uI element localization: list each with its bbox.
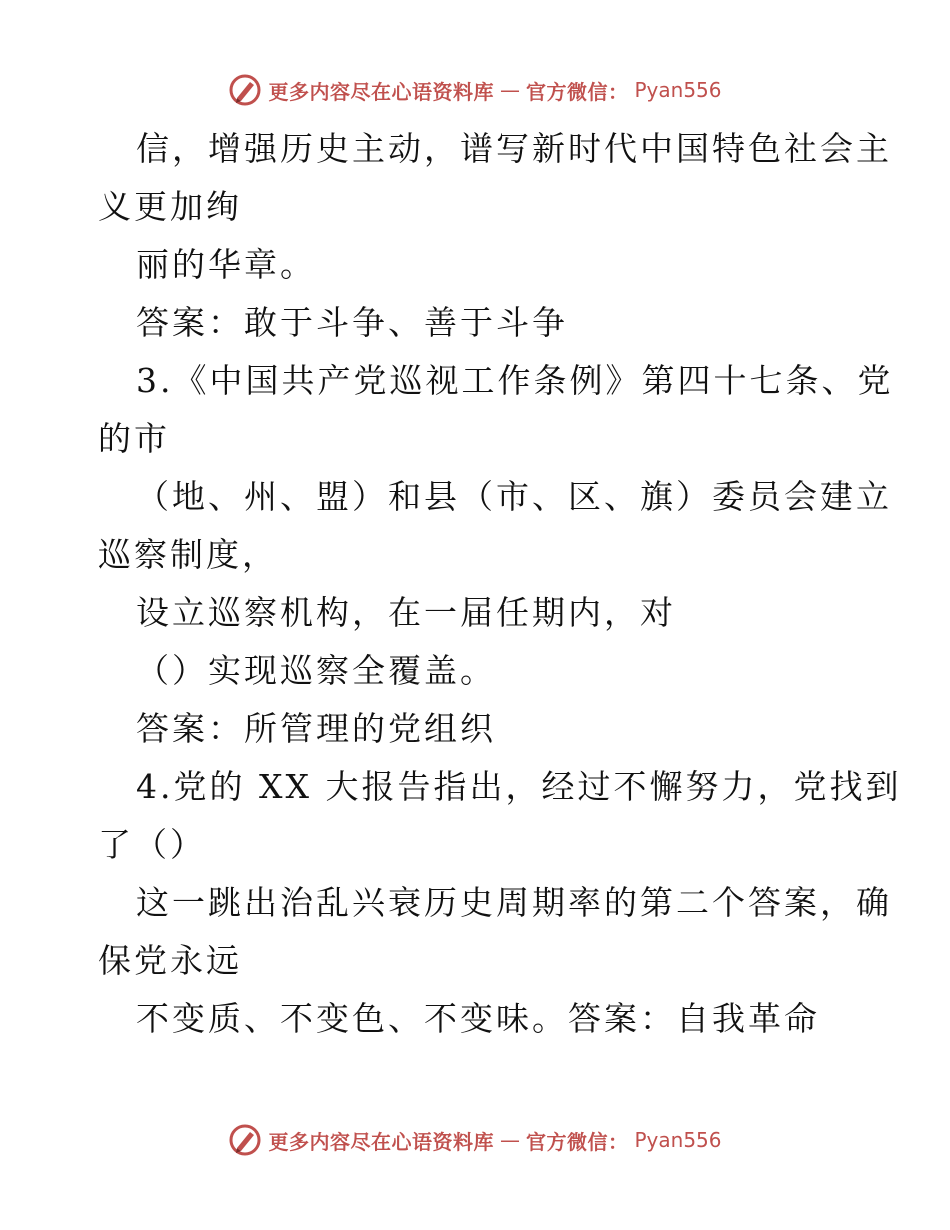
wechat-id: Pyan556 <box>634 1128 722 1152</box>
answer-line: 答案：所管理的党组织 <box>136 709 496 748</box>
footer-watermark <box>0 1120 950 1160</box>
header-watermark <box>0 70 950 110</box>
wechat-label: 官方微信： <box>525 79 629 104</box>
text-line: 信，增强历史主动，谱写新时代中国特色社会主 <box>136 129 892 168</box>
text-line: 设立巡察机构，在一届任期内，对 <box>136 593 676 632</box>
text-line: 了（） <box>98 825 206 864</box>
watermark-text: 更多内容尽在心语资料库 <box>268 1129 494 1154</box>
text-line: （）实现巡察全覆盖。 <box>136 651 496 690</box>
text-line: 这一跳出治乱兴衰历史周期率的第二个答案，确 <box>136 883 892 922</box>
text-line: 的市 <box>98 419 170 458</box>
text-line: 巡察制度， <box>98 535 278 574</box>
question-line: 3.《中国共产党巡视工作条例》第四十七条、党 <box>136 361 894 400</box>
watermark-separator: — <box>499 1128 520 1152</box>
document-body <box>98 120 902 1048</box>
text-line: 义更加绚 <box>98 187 242 226</box>
pen-logo-icon <box>228 1123 262 1157</box>
watermark-separator: — <box>499 78 520 102</box>
wechat-label: 官方微信： <box>525 1129 629 1154</box>
text-line: 保党永远 <box>98 941 242 980</box>
watermark-text: 更多内容尽在心语资料库 <box>268 79 494 104</box>
text-line: 丽的华章。 <box>136 245 316 284</box>
answer-line: 答案：敢于斗争、善于斗争 <box>136 303 568 342</box>
wechat-id: Pyan556 <box>634 78 722 102</box>
answer-line: 不变质、不变色、不变味。答案：自我革命 <box>136 999 820 1038</box>
question-line: 4.党的 XX 大报告指出，经过不懈努力，党找到 <box>136 767 902 806</box>
text-line: （地、州、盟）和县（市、区、旗）委员会建立 <box>136 477 892 516</box>
pen-logo-icon <box>228 73 262 107</box>
